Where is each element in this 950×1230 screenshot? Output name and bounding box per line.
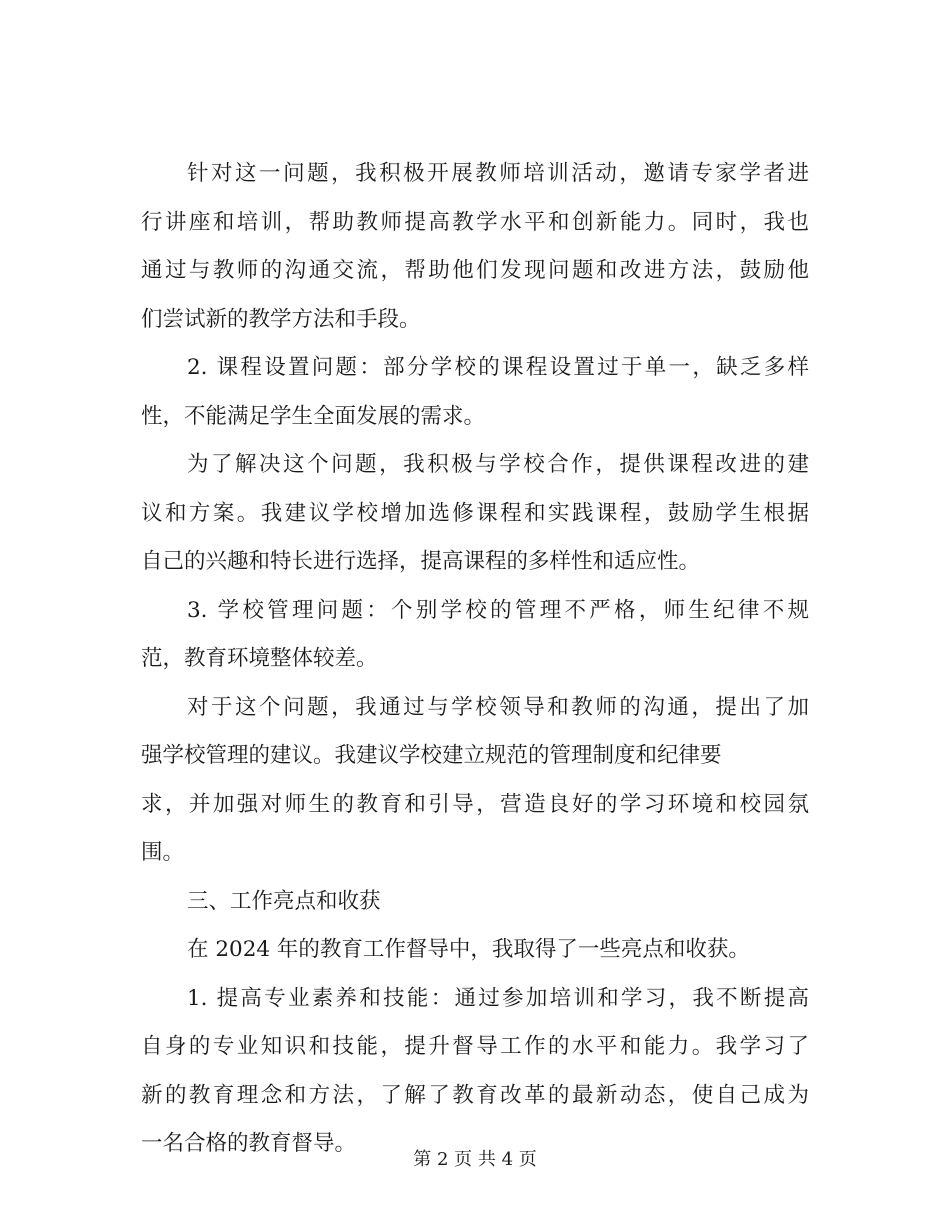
list-item-line: 范，教育环境整体较差。 [141, 646, 378, 671]
paragraph-line: 行讲座和培训，帮助教师提高教学水平和创新能力。同时，我也 [141, 209, 809, 235]
paragraph-line: 自己的兴趣和特长进行选择，提高课程的多样性和适应性。 [141, 549, 701, 574]
paragraph-line: 在 2024 年的教育工作督导中，我取得了一些亮点和收获。 [187, 937, 750, 962]
paragraph-line: 求，并加强对师生的教育和引导，营造良好的学习环境和校园氛 [141, 791, 809, 817]
paragraph-line: 为了解决这个问题，我积极与学校合作，提供课程改进的建 [187, 452, 809, 477]
section-heading: 三、工作亮点和收获 [187, 888, 381, 914]
paragraph-line: 议和方案。我建议学校增加选修课程和实践课程，鼓励学生根据 [141, 500, 809, 526]
paragraph-line: 通过与教师的沟通交流，帮助他们发现问题和改进方法，鼓励他 [141, 258, 809, 283]
paragraph-line: 对于这个问题，我通过与学校领导和教师的沟通，提出了加 [187, 694, 809, 720]
paragraph-line: 针对这一问题，我积极开展教师培训活动，邀请专家学者进 [187, 161, 809, 186]
paragraph-line: 强学校管理的建议。我建议学校建立规范的管理制度和纪律要 [141, 743, 722, 768]
list-item-line: 新的教育理念和方法，了解了教育改革的最新动态，使自己成为 [141, 1082, 809, 1108]
list-item-line: 性，不能满足学生全面发展的需求。 [141, 403, 486, 429]
document-body [141, 150, 809, 1169]
list-item-line: 一名合格的教育督导。 [141, 1131, 357, 1156]
paragraph-line: 围。 [141, 840, 185, 865]
paragraph-line: 们尝试新的教学方法和手段。 [141, 306, 421, 332]
list-item-line: 2. 课程设置问题：部分学校的课程设置过于单一，缺乏多样 [187, 355, 809, 380]
list-item-line: 1. 提高专业素养和技能：通过参加培训和学习，我不断提高 [187, 985, 809, 1011]
list-item-line: 自身的专业知识和技能，提升督导工作的水平和能力。我学习了 [141, 1034, 809, 1059]
page-number-footer: 第 2 页 共 4 页 [413, 1149, 537, 1170]
list-item-line: 3. 学校管理问题：个别学校的管理不严格，师生纪律不规 [187, 597, 809, 623]
